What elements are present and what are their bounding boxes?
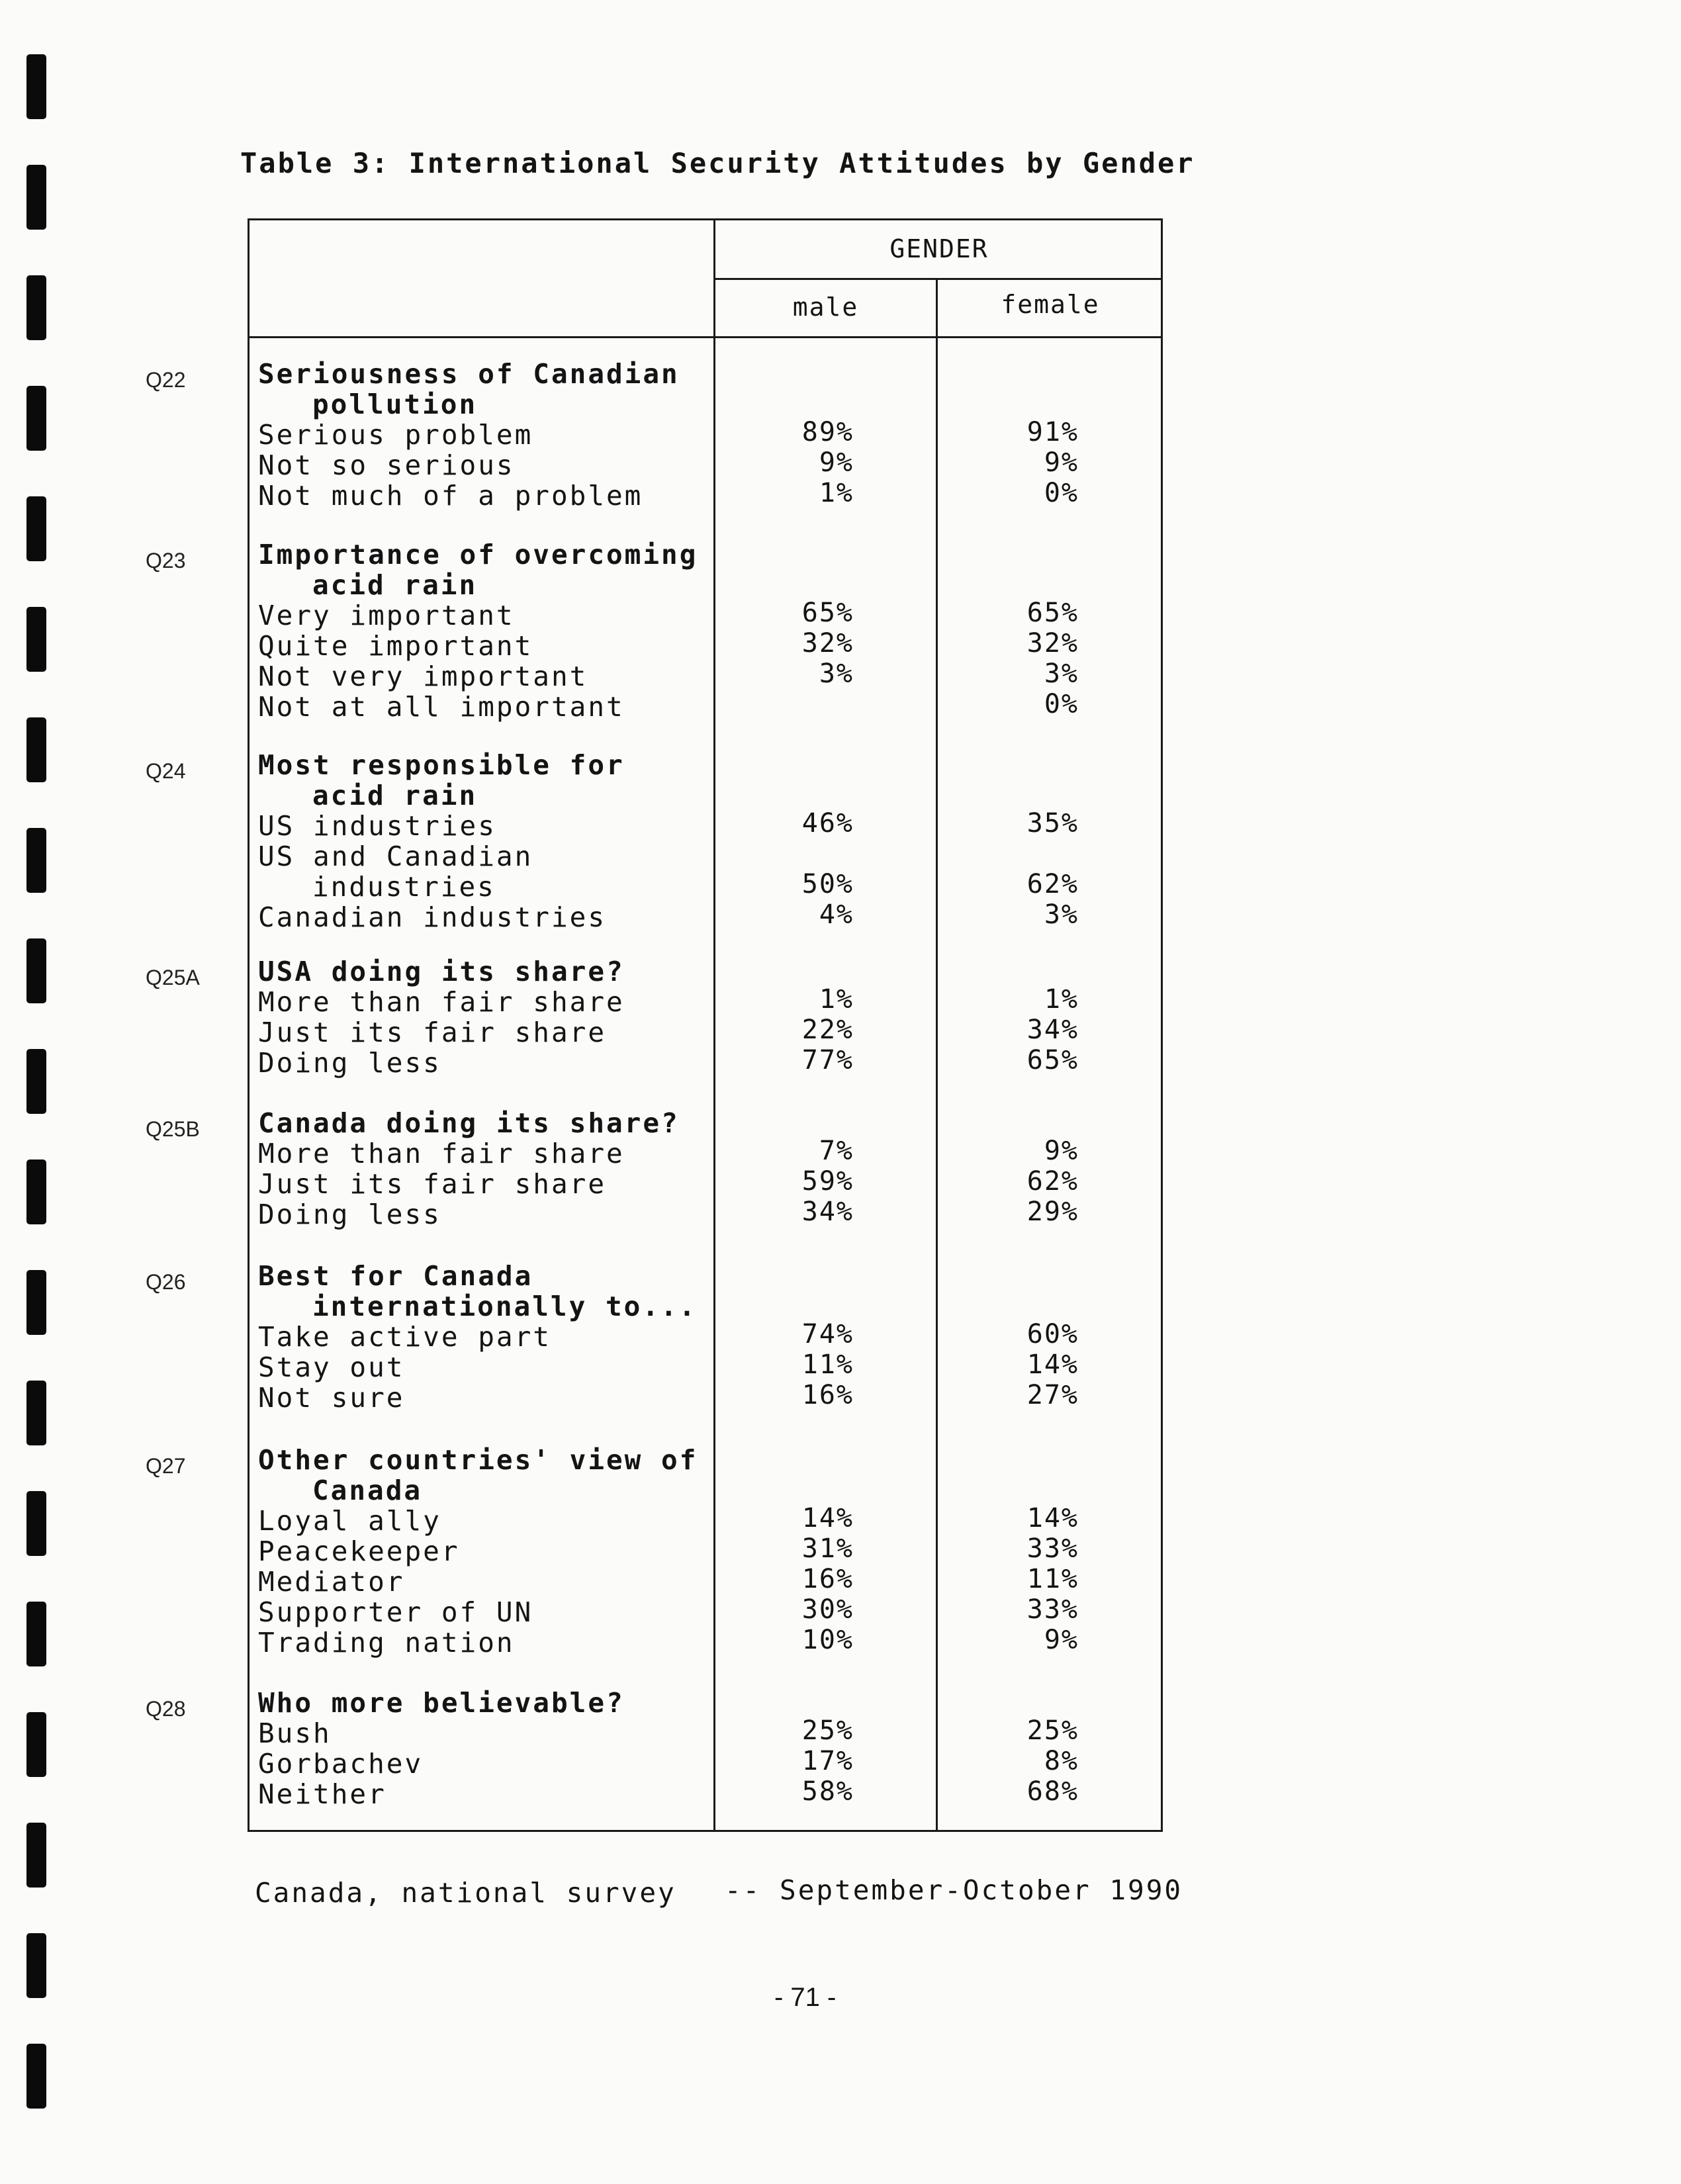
source-date: -- September-October 1990 <box>725 1874 1183 1906</box>
value-female: 60% <box>1026 1319 1079 1349</box>
punch-mark <box>26 1823 46 1888</box>
value-male: 30% <box>801 1594 854 1625</box>
row-label: Not at all important <box>258 691 625 723</box>
row-label: Just its fair share <box>258 1017 606 1048</box>
punch-mark <box>26 1381 46 1445</box>
section-heading: Importance of overcoming <box>258 539 698 570</box>
value-male: 10% <box>801 1625 854 1655</box>
section-heading: Other countries' view of <box>258 1444 698 1476</box>
value-male: 74% <box>801 1319 854 1349</box>
question-id: Q25B <box>146 1117 200 1141</box>
row-label: Very important <box>258 600 515 631</box>
question-id: Q24 <box>146 759 186 783</box>
section-heading: Who more believable? <box>258 1687 625 1719</box>
value-female: 8% <box>1044 1746 1079 1776</box>
value-male: 32% <box>801 628 854 659</box>
value-male: 16% <box>801 1380 854 1410</box>
punch-mark <box>26 275 46 340</box>
row-label: Not sure <box>258 1382 405 1414</box>
section-heading: Seriousness of Canadian <box>258 358 680 390</box>
row-label: More than fair share <box>258 1138 625 1169</box>
table-title: Table 3: International Security Attitudes by Gender <box>240 147 1195 179</box>
value-male: 59% <box>801 1166 854 1197</box>
row-label: Not so serious <box>258 449 515 481</box>
row-label: Canadian industries <box>258 901 606 933</box>
punch-mark <box>26 1712 46 1777</box>
question-id: Q26 <box>146 1270 186 1294</box>
row-label: More than fair share <box>258 986 625 1018</box>
value-female: 32% <box>1026 628 1079 659</box>
divider-gender-columns <box>936 278 938 1832</box>
punch-mark <box>26 386 46 451</box>
section-heading: Canada <box>312 1475 423 1506</box>
punch-mark <box>26 54 46 119</box>
punch-mark <box>26 717 46 782</box>
value-male: 4% <box>819 899 854 930</box>
section-heading: USA doing its share? <box>258 956 625 987</box>
value-female: 33% <box>1026 1533 1079 1564</box>
value-female: 3% <box>1044 659 1079 689</box>
value-male: 17% <box>801 1746 854 1776</box>
header-female: female <box>1001 290 1100 319</box>
punch-mark <box>26 165 46 230</box>
value-female: 0% <box>1044 689 1079 719</box>
row-label: Just its fair share <box>258 1168 606 1200</box>
value-female: 25% <box>1026 1715 1079 1746</box>
punch-mark <box>26 1160 46 1224</box>
section-heading: pollution <box>312 388 478 420</box>
punch-mark <box>26 1602 46 1666</box>
row-label: Peacekeeper <box>258 1535 460 1567</box>
value-male: 16% <box>801 1564 854 1594</box>
value-male: 25% <box>801 1715 854 1746</box>
value-male: 31% <box>801 1533 854 1564</box>
value-female: 0% <box>1044 478 1079 508</box>
section-heading: acid rain <box>312 780 478 811</box>
question-id: Q22 <box>146 368 186 392</box>
punch-mark <box>26 1270 46 1335</box>
row-label: Gorbachev <box>258 1748 424 1780</box>
value-male: 77% <box>801 1045 854 1075</box>
value-female: 34% <box>1026 1015 1079 1045</box>
row-label: Doing less <box>258 1199 441 1230</box>
row-label: Not very important <box>258 660 588 692</box>
value-male: 14% <box>801 1503 854 1533</box>
value-male: 50% <box>801 869 854 899</box>
punch-mark <box>26 607 46 672</box>
punch-mark <box>26 938 46 1003</box>
row-label: Quite important <box>258 630 533 662</box>
row-label: Serious problem <box>258 419 533 451</box>
section-heading: internationally to... <box>312 1291 698 1322</box>
divider-label-column <box>713 218 715 1832</box>
row-label: Doing less <box>258 1047 441 1079</box>
header-gender: GENDER <box>889 234 989 263</box>
value-female: 65% <box>1026 1045 1079 1075</box>
row-label: Loyal ally <box>258 1505 441 1537</box>
question-id: Q28 <box>146 1697 186 1721</box>
page-number: - 71 - <box>774 1983 837 2012</box>
value-female: 29% <box>1026 1197 1079 1227</box>
value-female: 9% <box>1044 447 1079 478</box>
punch-mark <box>26 828 46 893</box>
punch-mark <box>26 496 46 561</box>
value-female: 14% <box>1026 1349 1079 1380</box>
row-label: Mediator <box>258 1566 405 1598</box>
row-label: Neither <box>258 1778 386 1810</box>
row-label: Trading nation <box>258 1627 515 1659</box>
punch-mark <box>26 1491 46 1556</box>
punch-mark <box>26 2044 46 2109</box>
value-male: 46% <box>801 808 854 839</box>
value-male: 9% <box>819 447 854 478</box>
value-female: 91% <box>1026 417 1079 447</box>
punch-mark <box>26 1933 46 1998</box>
row-label: US and Canadian <box>258 841 533 872</box>
value-male: 3% <box>819 659 854 689</box>
question-id: Q27 <box>146 1454 186 1478</box>
value-male: 65% <box>801 598 854 628</box>
value-female: 65% <box>1026 598 1079 628</box>
value-male: 1% <box>819 478 854 508</box>
value-female: 9% <box>1044 1625 1079 1655</box>
row-label-continued: industries <box>312 871 496 903</box>
value-female: 62% <box>1026 1166 1079 1197</box>
value-female: 3% <box>1044 899 1079 930</box>
question-id: Q23 <box>146 549 186 572</box>
value-male: 89% <box>801 417 854 447</box>
section-heading: Canada doing its share? <box>258 1107 680 1139</box>
row-label: Not much of a problem <box>258 480 643 512</box>
value-female: 33% <box>1026 1594 1079 1625</box>
value-male: 7% <box>819 1136 854 1166</box>
row-label: Supporter of UN <box>258 1596 533 1628</box>
question-id: Q25A <box>146 966 200 989</box>
value-female: 35% <box>1026 808 1079 839</box>
row-label: Bush <box>258 1717 332 1749</box>
header-male: male <box>792 293 859 322</box>
source-note: Canada, national survey <box>255 1877 676 1909</box>
value-female: 11% <box>1026 1564 1079 1594</box>
section-heading: acid rain <box>312 569 478 601</box>
value-male: 1% <box>819 984 854 1015</box>
divider-column-header <box>248 336 1163 338</box>
section-heading: Best for Canada <box>258 1260 533 1292</box>
value-male: 22% <box>801 1015 854 1045</box>
value-male: 58% <box>801 1776 854 1807</box>
value-female: 9% <box>1044 1136 1079 1166</box>
value-female: 1% <box>1044 984 1079 1015</box>
value-male: 11% <box>801 1349 854 1380</box>
row-label: Stay out <box>258 1351 405 1383</box>
value-female: 62% <box>1026 869 1079 899</box>
value-female: 68% <box>1026 1776 1079 1807</box>
section-heading: Most responsible for <box>258 749 625 781</box>
divider-gender-header <box>713 278 1163 280</box>
value-male: 34% <box>801 1197 854 1227</box>
row-label: Take active part <box>258 1321 551 1353</box>
value-female: 27% <box>1026 1380 1079 1410</box>
punch-mark <box>26 1049 46 1114</box>
value-female: 14% <box>1026 1503 1079 1533</box>
row-label: US industries <box>258 810 496 842</box>
